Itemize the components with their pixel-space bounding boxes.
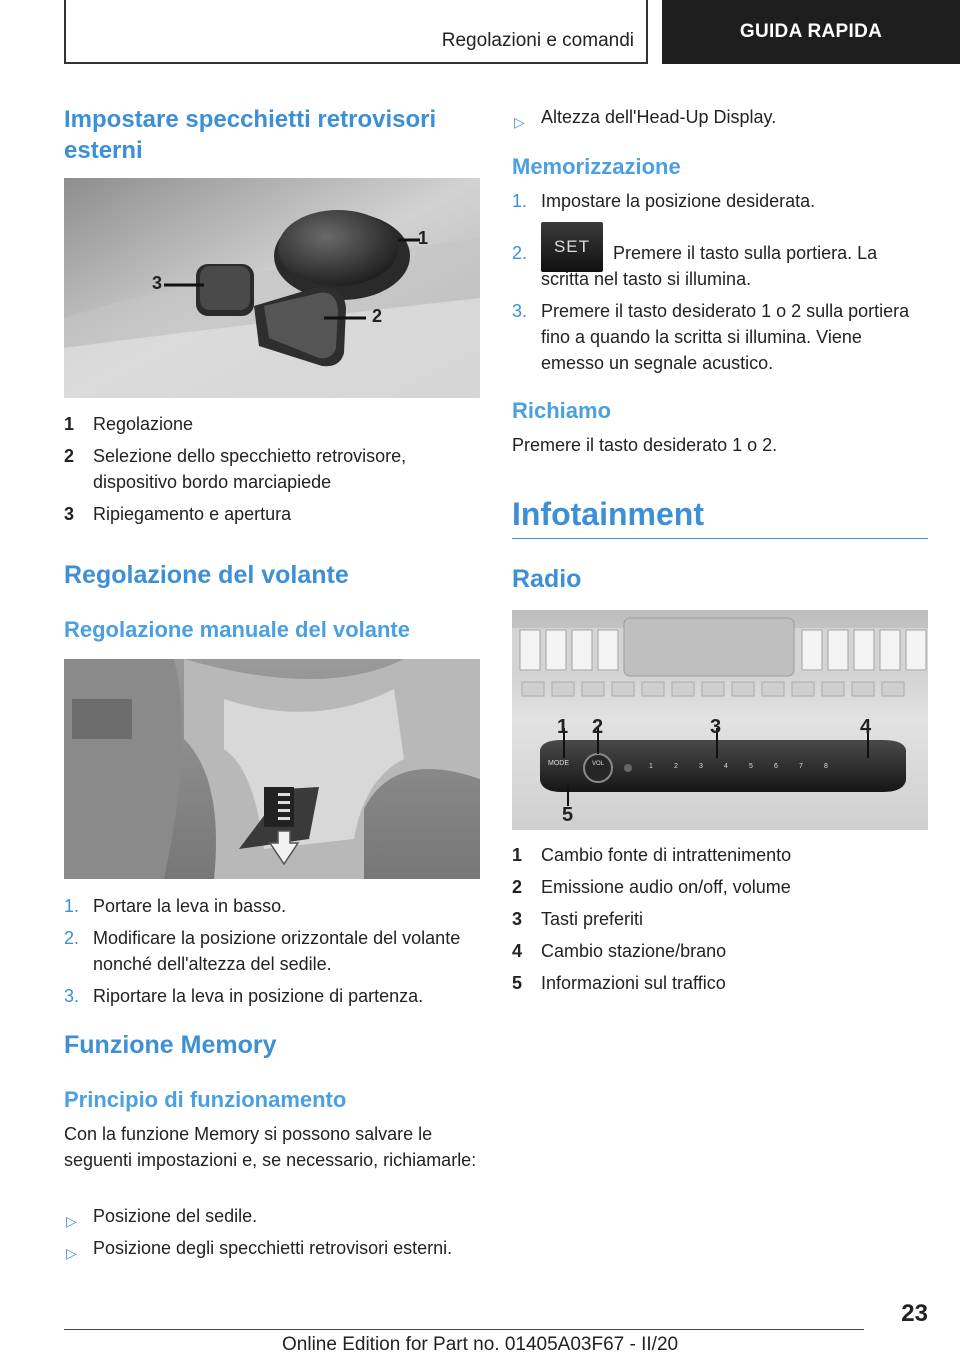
header-tab-guida-rapida[interactable]: GUIDA RAPIDA bbox=[662, 0, 960, 64]
callout-3: 3 bbox=[152, 273, 163, 293]
step-number: 2. bbox=[512, 243, 528, 263]
preset-button: 5 bbox=[749, 763, 753, 770]
legend-number: 1 bbox=[64, 414, 75, 434]
legend-number: 4 bbox=[512, 941, 523, 961]
legend-number: 1 bbox=[512, 845, 523, 865]
legend-number: 3 bbox=[512, 909, 523, 929]
triangle-right-icon: ▷ bbox=[66, 1245, 77, 1261]
preset-button: 7 bbox=[799, 763, 803, 770]
step-text: Portare la leva in basso. bbox=[93, 896, 287, 916]
legend-text: Tasti preferiti bbox=[541, 909, 644, 929]
radio-callout-3: 3 bbox=[710, 716, 722, 738]
legend-text: Selezione dello specchietto retrovisore, dispositivo bordo marciapiede bbox=[93, 446, 407, 492]
legend-text: Cambio stazione/brano bbox=[541, 941, 727, 961]
mirror-controls-image bbox=[64, 178, 480, 398]
step-number: 1. bbox=[64, 896, 80, 916]
legend-number: 3 bbox=[64, 504, 75, 524]
legend-number: 2 bbox=[64, 446, 75, 466]
step-text: Modificare la posizione orizzontale del volante nonché dell'altezza del sedile. bbox=[93, 928, 461, 974]
legend-text: Ripiegamento e apertura bbox=[93, 504, 292, 524]
triangle-right-icon: ▷ bbox=[66, 1213, 77, 1229]
radio-callout-1: 1 bbox=[557, 716, 569, 738]
infotainment-title: Infotainment bbox=[512, 496, 704, 532]
legend-number: 2 bbox=[512, 877, 523, 897]
bullet-text: Posizione degli specchietti retrovisori esterni. bbox=[93, 1238, 453, 1258]
radio-callout-4: 4 bbox=[860, 716, 872, 738]
radio-panel-image bbox=[512, 610, 928, 830]
radio-mode-label: MODE bbox=[548, 760, 569, 767]
radio-vol-label: VOL bbox=[592, 761, 605, 767]
steering-title: Regolazione del volante bbox=[64, 561, 349, 589]
memory-principle-text: Con la funzione Memory si possono salvare le seguenti impostazioni e, se necessario, richiamarle: bbox=[64, 1124, 477, 1170]
step-number: 3. bbox=[64, 986, 80, 1006]
infotainment-rule bbox=[512, 538, 928, 539]
step-text: Riportare la leva in posizione di partenza. bbox=[93, 986, 424, 1006]
step-text: Premere il tasto sulla portiera. La scritta nel tasto si illumina. bbox=[541, 243, 878, 289]
footer-rule bbox=[64, 1329, 864, 1330]
recall-title: Richiamo bbox=[512, 398, 612, 423]
legend-text: Informazioni sul traffico bbox=[541, 973, 726, 993]
bullet-text: Posizione del sedile. bbox=[93, 1206, 258, 1226]
preset-button: 4 bbox=[724, 763, 728, 770]
preset-button: 2 bbox=[674, 763, 678, 770]
step-text: Premere il tasto desiderato 1 o 2 sulla portiera fino a quando la scritta si illumina. Viene emesso un segnale acustico. bbox=[541, 301, 910, 373]
preset-button: 1 bbox=[649, 763, 653, 770]
legend-text: Emissione audio on/off, volume bbox=[541, 877, 791, 897]
header-section-title: Regolazioni e comandi bbox=[441, 30, 634, 51]
radio-callout-5: 5 bbox=[562, 804, 574, 826]
callout-1: 1 bbox=[418, 228, 429, 248]
radio-callout-2: 2 bbox=[592, 716, 604, 738]
memory-principle-title: Principio di funzionamento bbox=[64, 1087, 347, 1112]
preset-button: 3 bbox=[699, 763, 703, 770]
set-button-icon: SET bbox=[541, 222, 603, 272]
steering-subtitle: Regolazione manuale del volante bbox=[64, 617, 410, 642]
memory-title: Funzione Memory bbox=[64, 1031, 277, 1059]
legend-text: Cambio fonte di intrattenimento bbox=[541, 845, 792, 865]
callout-2: 2 bbox=[372, 306, 383, 326]
step-text: Impostare la posizione desiderata. bbox=[541, 191, 816, 211]
step-number: 1. bbox=[512, 191, 528, 211]
radio-title: Radio bbox=[512, 565, 582, 593]
footer-edition: Online Edition for Part no. 01405A03F67 - II/20 bbox=[282, 1334, 679, 1355]
legend-number: 5 bbox=[512, 973, 523, 993]
legend-text: Regolazione bbox=[93, 414, 194, 434]
preset-button: 8 bbox=[824, 763, 828, 770]
memory-store-title: Memorizzazione bbox=[512, 154, 681, 179]
mirrors-title: Impostare specchietti retrovisori esterni bbox=[64, 106, 437, 164]
preset-button: 6 bbox=[774, 763, 778, 770]
triangle-right-icon: ▷ bbox=[514, 114, 525, 130]
page-number: 23 bbox=[901, 1300, 928, 1327]
step-number: 2. bbox=[64, 928, 80, 948]
step-number: 3. bbox=[512, 301, 528, 321]
recall-text: Premere il tasto desiderato 1 o 2. bbox=[512, 435, 778, 455]
steering-lever-image bbox=[64, 659, 480, 879]
bullet-text: Altezza dell'Head-Up Display. bbox=[541, 107, 777, 127]
